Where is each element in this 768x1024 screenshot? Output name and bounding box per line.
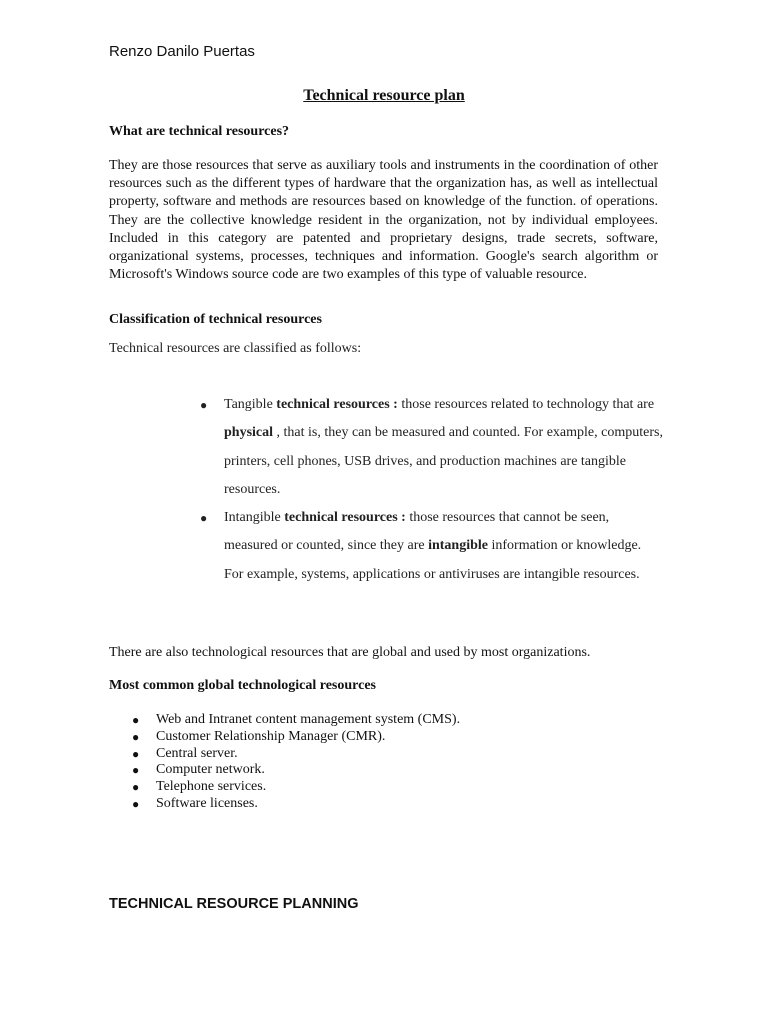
list-item-tangible [200,391,664,504]
bullet-icon: ● [132,729,140,744]
global-resources-sentence: There are also technological resources that are global and used by most organizations. [109,645,591,660]
list-item-text: those resources related to technology that are [397,397,655,412]
list-item-bold-term: technical resources : [284,510,406,526]
list-item-bold-term: technical resources : [276,397,398,412]
list-item: ● Software licenses. [132,795,258,811]
list-item: ● Web and Intranet content management system (CMS). [132,712,461,727]
bullet-icon: ● [132,763,140,778]
list-item-text: , that is, they can be measured and counted. For example, computers, printers, cell phones, USB drives, and production machines are tangible resources. [224,425,663,497]
bullet-icon: ● [132,713,140,727]
section-heading-what-are: What are technical resources? [109,124,290,139]
global-resources-list [132,712,461,813]
section-heading-global: Most common global technological resources [109,678,377,693]
list-item-text: those resources that cannot be seen, measured or counted, since they are [224,510,610,554]
list-item-bold-keyword: intangible [428,538,488,554]
bullet-icon: ● [200,511,208,526]
author-name: Renzo Danilo Puertas [109,43,255,60]
classification-intro: Technical resources are classified as follows: [109,341,362,356]
list-item: ● Central server. [132,745,238,761]
list-item: ● Telephone services. [132,779,267,795]
document-title: Technical resource plan [303,87,465,104]
list-item-lead: Tangible [224,397,277,412]
list-item-lead: Intangible [224,510,285,526]
list-item: ● Computer network. [132,762,265,778]
definition-paragraph: They are those resources that serve as auxiliary tools and instruments in the coordination of other resources such as the different types of hardware that the organization has, as well as intellectual property, software and methods are resources based on knowledge of the function. of operations. They are the collective knowledge resident in the organization, not by individual employees. Included in this category are patented and proprietary designs, trade secrets, software, organizational systems, processes, techniques and information. Google's search algorithm or Microsoft's Windows source code are two examples of this type of valuable resource. [109,158,658,283]
classification-list [200,391,664,589]
bullet-icon: ● [132,746,140,761]
list-item-intangible [200,504,664,589]
bullet-icon: ● [132,796,140,811]
bullet-icon: ● [132,780,140,795]
list-item: ● Customer Relationship Manager (CMR). [132,728,386,744]
bullet-icon: ● [200,398,208,412]
list-item-bold-keyword: physical [224,425,274,441]
section-heading-classification: Classification of technical resources [109,312,322,327]
section-heading-planning: TECHNICAL RESOURCE PLANNING [109,896,359,912]
list-item-text: information or knowledge. For example, systems, applications or antiviruses are intangible resources. [224,538,642,582]
